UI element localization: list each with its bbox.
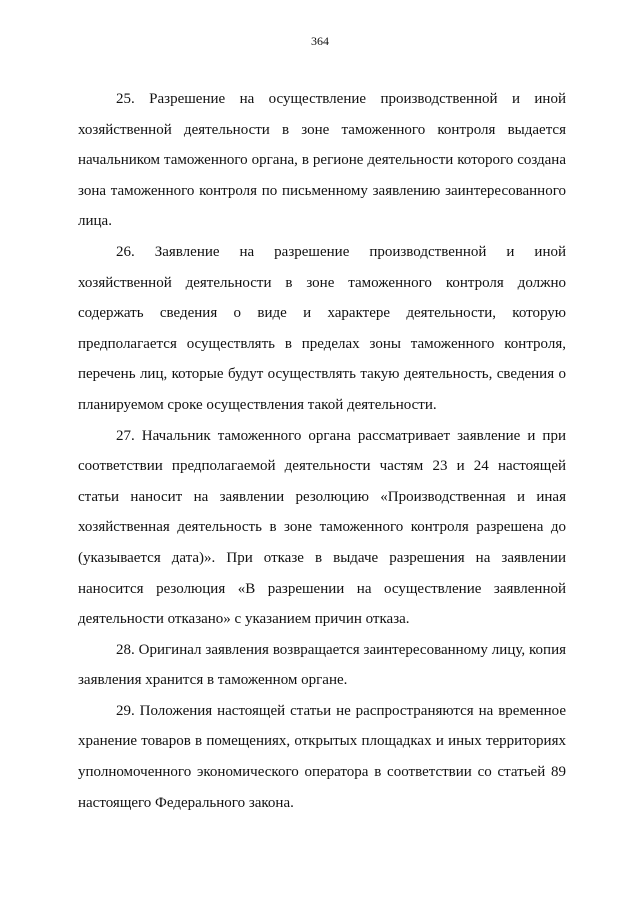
page-number: 364	[311, 34, 329, 48]
paragraph-29: 29. Положения настоящей статьи не распространяются на временное хранение товаров в помещениях, открытых площадках и иных территориях уполномоченного экономического оператора в соответствии со статьей 89 настоящего Федерального закона.	[78, 702, 566, 811]
paragraph-27: 27. Начальник таможенного органа рассматривает заявление и при соответствии предполагаемой деятельности частям 23 и 24 настоящей статьи наносит на заявлении резолюцию «Производственная и иная хозяйственная деятельность в зоне таможенного контроля разрешена до (указывается дата)». При отказе в выдаче разрешения на заявлении наносится резолюция «В разрешении на осуществление заявленной деятельности отказано» с указанием причин отказа.	[78, 427, 566, 628]
paragraph-28: 28. Оригинал заявления возвращается заинтересованному лицу, копия заявления хранится в таможенном органе.	[78, 641, 566, 689]
paragraph-26: 26. Заявление на разрешение производственной и иной хозяйственной деятельности в зоне таможенного контроля должно содержать сведения о виде и характере деятельности, которую предполагается осуществлять в пределах зоны таможенного контроля, перечень лиц, которые будут осуществлять такую деятельность, сведения о планируемом сроке осуществления такой деятельности.	[78, 243, 566, 413]
document-body	[78, 84, 566, 818]
paragraph-25: 25. Разрешение на осуществление производственной и иной хозяйственной деятельности в зоне таможенного контроля выдается начальником таможенного органа, в регионе деятельности которого создана зона таможенного контроля по письменному заявлению заинтересованного лица.	[78, 91, 566, 230]
